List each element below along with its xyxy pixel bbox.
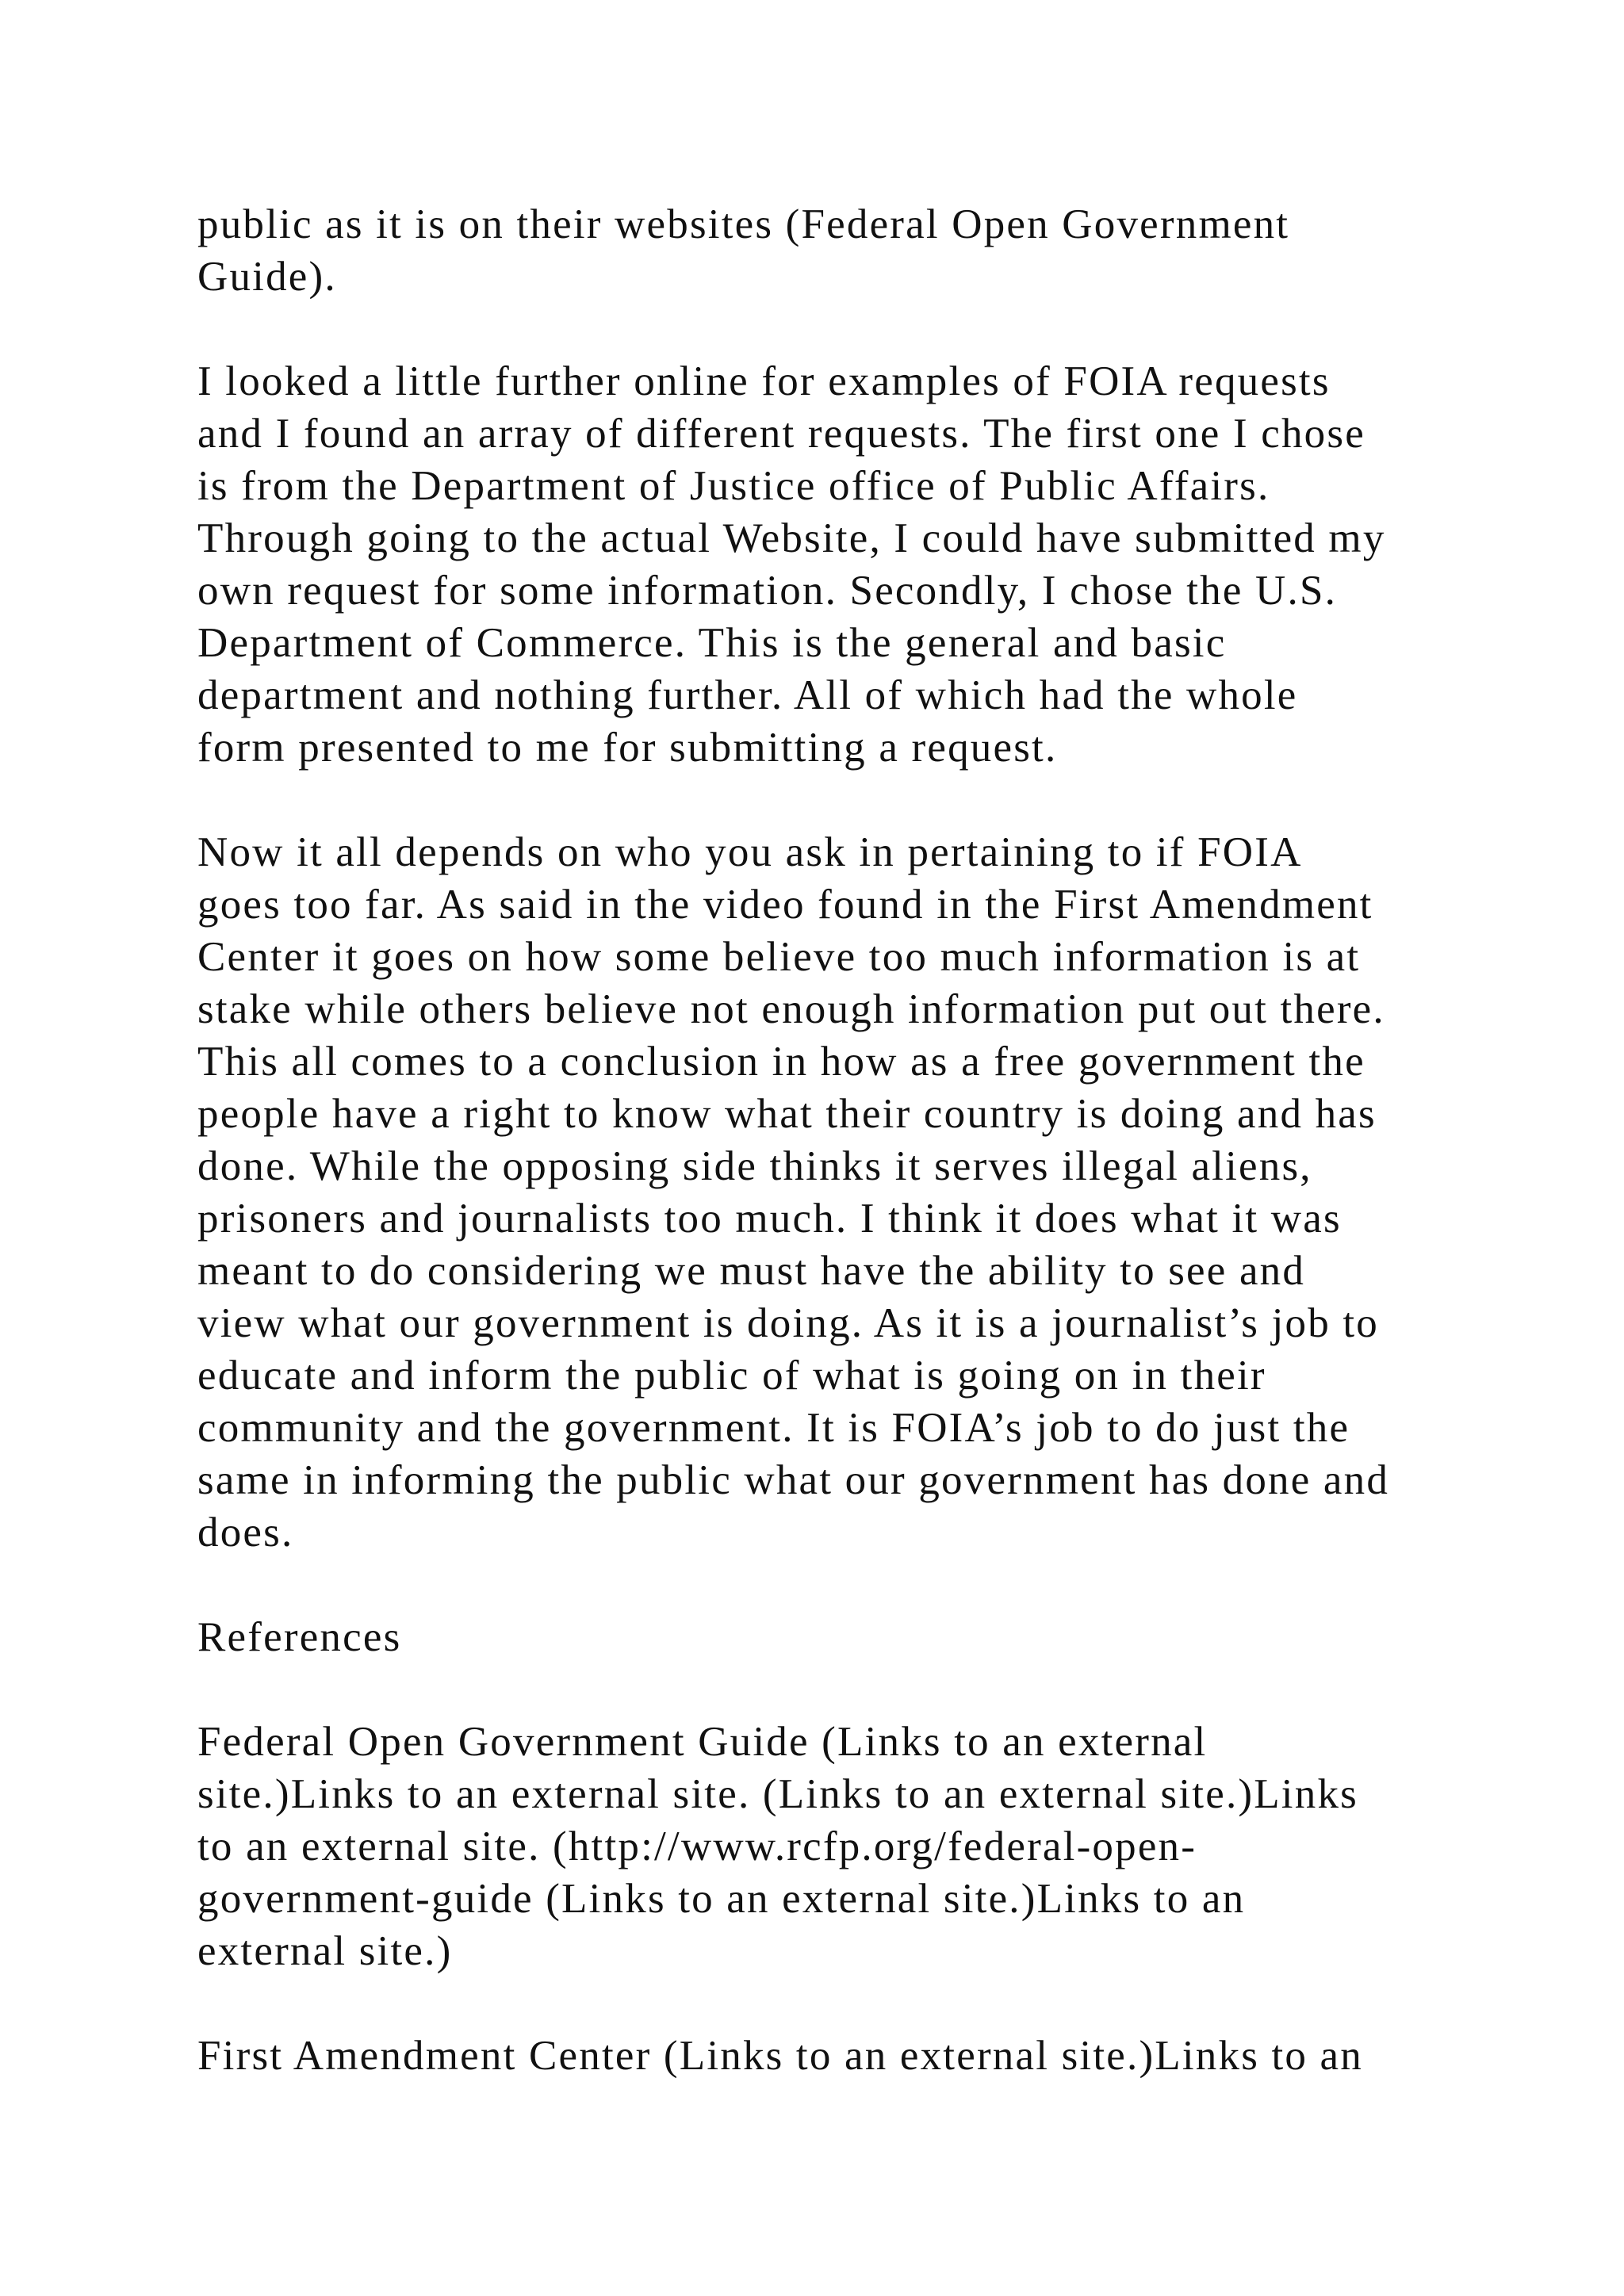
text-line: Through going to the actual Website, I could have submitted my (197, 515, 1386, 561)
text-line: department and nothing further. All of which had the whole (197, 672, 1298, 718)
reference-line: to an external site. (http://www.rcfp.org/federal-open- (197, 1823, 1197, 1869)
text-line: view what our government is doing. As it is a journalist’s job to (197, 1300, 1379, 1346)
text-line: This all comes to a conclusion in how as a free government the (197, 1039, 1365, 1085)
text-line: is from the Department of Justice office of Public Affairs. (197, 463, 1270, 509)
text-line: prisoners and journalists too much. I think it does what it was (197, 1196, 1342, 1242)
reference-line: First Amendment Center (Links to an external site.)Links to an (197, 2033, 1363, 2079)
text-line: people have a right to know what their country is doing and has (197, 1091, 1377, 1137)
reference-line: Federal Open Government Guide (Links to an external (197, 1719, 1208, 1765)
text-line: form presented to me for submitting a request. (197, 725, 1058, 771)
text-line: stake while others believe not enough information put out there. (197, 986, 1385, 1032)
text-line: goes too far. As said in the video found in the First Amendment (197, 882, 1373, 928)
reference-line: government-guide (Links to an external site.)Links to an (197, 1876, 1246, 1922)
text-line: Guide). (197, 254, 337, 300)
text-line: Now it all depends on who you ask in pertaining to if FOIA (197, 829, 1303, 875)
text-line: and I found an array of different requests. The first one I chose (197, 411, 1365, 457)
text-line: does. (197, 1510, 294, 1556)
text-line: community and the government. It is FOIA’s job to do just the (197, 1405, 1350, 1451)
text-line: public as it is on their websites (Federal Open Government (197, 201, 1290, 247)
text-line: educate and inform the public of what is going on in their (197, 1353, 1266, 1399)
text-line: same in informing the public what our government has done and (197, 1457, 1390, 1503)
text-line: done. While the opposing side thinks it serves illegal aliens, (197, 1143, 1312, 1189)
reference-line: external site.) (197, 1928, 453, 1974)
references-heading: References (197, 1614, 402, 1660)
text-line: Center it goes on how some believe too much information is at (197, 934, 1361, 980)
text-line: I looked a little further online for examples of FOIA requests (197, 358, 1331, 404)
text-line: own request for some information. Secondly, I chose the U.S. (197, 568, 1338, 614)
text-line: Department of Commerce. This is the general and basic (197, 620, 1227, 666)
text-line: meant to do considering we must have the ability to see and (197, 1248, 1306, 1294)
reference-line: site.)Links to an external site. (Links to an external site.)Links (197, 1771, 1358, 1817)
